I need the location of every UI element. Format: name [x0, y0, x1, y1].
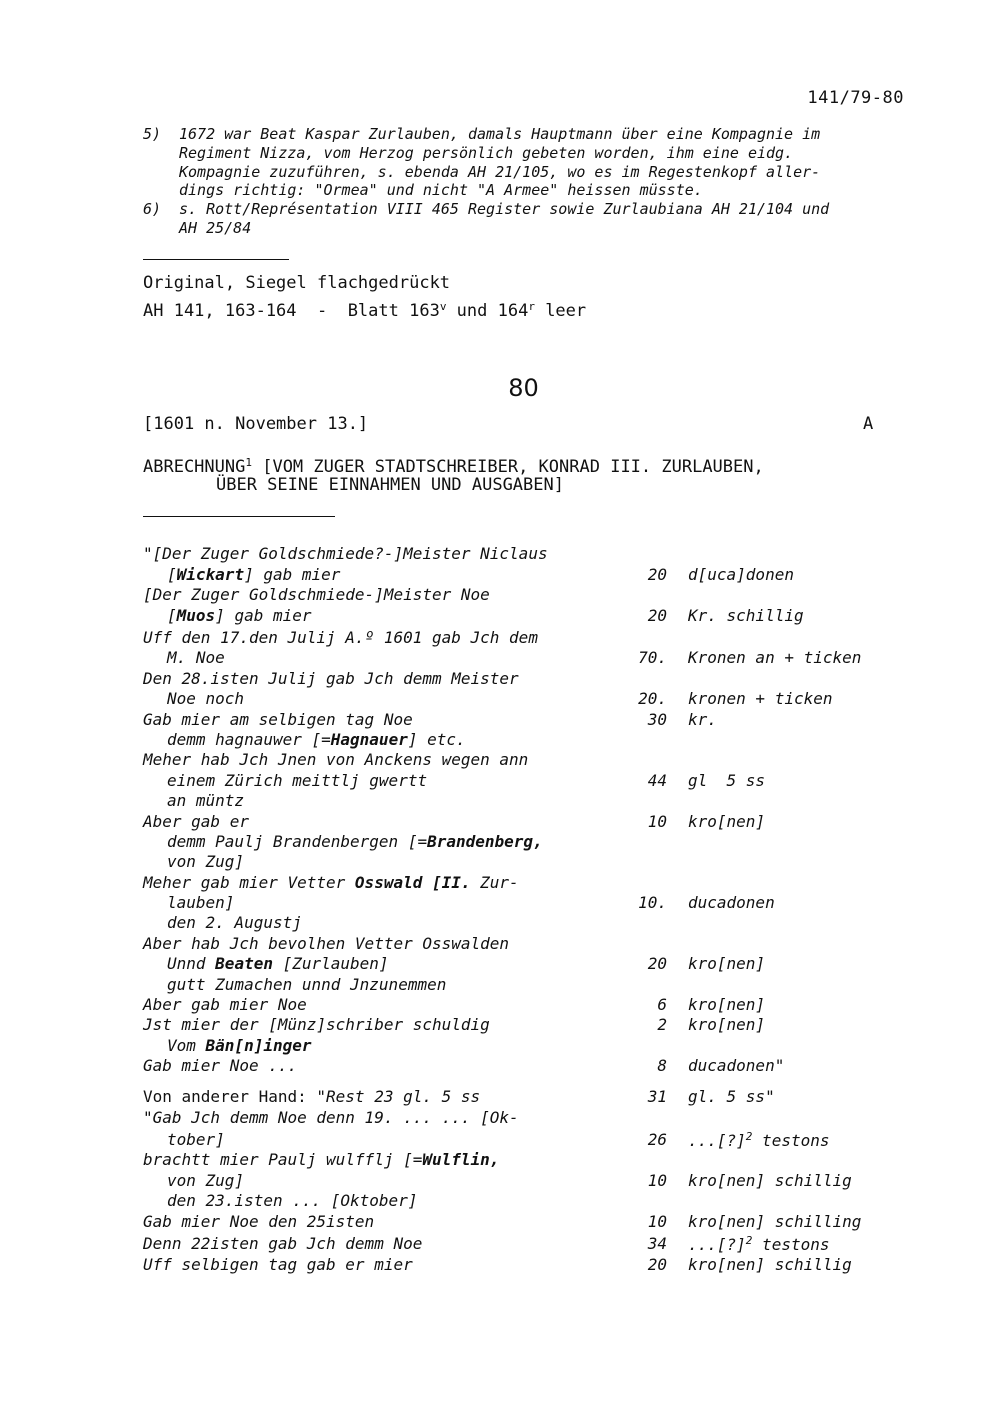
- entry-text: Uff den 17.den Julij A.º 1601 gab Jch dem: [143, 628, 538, 647]
- entry-text: M. Noe: [167, 648, 225, 667]
- ledger-row: [0, 1191, 1000, 1211]
- ledger-row: [0, 689, 1000, 709]
- ledger-row: [0, 832, 1000, 852]
- superscript-verso: v: [439, 300, 447, 313]
- entry-text: gutt Zumachen unnd Jnzunemmen: [167, 975, 447, 994]
- ledger-row: [0, 954, 1000, 974]
- ledger-row: [0, 730, 1000, 750]
- entry-amount: 20: [647, 565, 667, 584]
- ledger-row: [0, 1108, 1000, 1128]
- entry-text: Meher gab mier Vetter Osswald [II. Zur-: [143, 873, 519, 892]
- entry-amount: 31: [647, 1087, 667, 1106]
- entry-text: tober]: [167, 1130, 225, 1149]
- ledger-row: [0, 1212, 1000, 1232]
- entry-amount: 10.: [638, 893, 667, 912]
- entry-text: den 23.isten ... [Oktober]: [167, 1191, 418, 1210]
- entry-unit: Kronen an + ticken: [688, 648, 862, 667]
- ledger-row: [0, 1056, 1000, 1076]
- title-text: ABRECHNUNG: [143, 457, 246, 477]
- entry-text: Uff selbigen tag gab er mier: [143, 1255, 413, 1274]
- ledger-row: [0, 1015, 1000, 1035]
- entry-name: Wickart: [176, 565, 245, 584]
- entry-unit: ...[?]$^2$ testons: [688, 1130, 830, 1150]
- entry-text: Unnd Beaten [Zurlauben]: [167, 954, 389, 973]
- ledger-row: [0, 873, 1000, 893]
- entry-text: Aber hab Jch bevolhen Vetter Osswalden: [143, 934, 510, 953]
- entry-unit: ducadonen: [688, 893, 775, 912]
- ledger-row: [0, 893, 1000, 913]
- original-note-text: und 164: [446, 301, 529, 321]
- entry-amount: 2: [657, 1015, 667, 1034]
- entry-name: Hagnauer: [330, 730, 408, 749]
- ledger-row: [0, 544, 1000, 564]
- entry-unit: ...[?]$^2$ testons: [688, 1234, 830, 1254]
- entry-name: Wulflin,: [422, 1150, 500, 1169]
- footnote-line: dings richtig: "Ormea" und nicht "A Armee" heissen müsste.: [179, 181, 703, 199]
- document-title-line2: ÜBER SEINE EINNAHMEN UND AUSGABEN]: [216, 475, 564, 495]
- entry-unit: kr.: [688, 710, 717, 729]
- title-divider: [143, 516, 335, 517]
- entry-unit: kro[nen] schillig: [688, 1255, 852, 1274]
- footnote-line: AH 25/84: [179, 219, 252, 237]
- entry-amount: 10: [647, 812, 667, 831]
- entry-text: "[Der Zuger Goldschmiede?-]Meister Niclaus: [143, 544, 548, 563]
- entry-amount: 10: [647, 1212, 667, 1231]
- entry-amount: 34: [647, 1234, 667, 1253]
- entry-text: Vom Bän[n]inger: [167, 1036, 312, 1055]
- entry-text: einem Zürich meittlj gwertt: [167, 771, 428, 790]
- ledger-row: [0, 710, 1000, 730]
- ledger-row: [0, 1036, 1000, 1056]
- entry-unit: kro[nen]: [688, 812, 766, 831]
- entry-unit: kro[nen]: [688, 954, 766, 973]
- entry-unit: d[uca]donen: [688, 565, 794, 584]
- entry-unit: kro[nen]: [688, 1015, 766, 1034]
- entry-amount: 20.: [638, 689, 667, 708]
- ledger-row: [0, 648, 1000, 668]
- entry-text: [Wickart] gab mier: [167, 565, 341, 584]
- entry-name: Bän[n]inger: [205, 1036, 312, 1055]
- entry-unit: kro[nen] schilling: [688, 1212, 862, 1231]
- entry-text: Noe noch: [167, 689, 245, 708]
- entry-text: demm hagnauwer [=Hagnauer] etc.: [167, 730, 466, 749]
- entry-amount: 30: [647, 710, 667, 729]
- footnote-divider: [143, 259, 289, 260]
- entry-amount: 20: [647, 606, 667, 625]
- title-footnote-ref: 1: [245, 456, 252, 469]
- entry-amount: 6: [657, 995, 667, 1014]
- original-note-line: [143, 295, 586, 323]
- footnote-ref: 2: [745, 1130, 753, 1143]
- footnote-number: 6): [143, 200, 162, 218]
- entry-text: [Der Zuger Goldschmiede-]Meister Noe: [143, 585, 490, 604]
- superscript-recto: r: [528, 300, 535, 313]
- entry-name: Muos: [176, 606, 216, 625]
- entry-text: [Muos] gab mier: [167, 606, 312, 625]
- entry-unit: kronen + ticken: [688, 689, 833, 708]
- ledger-row: [0, 913, 1000, 933]
- ledger-row: [0, 771, 1000, 791]
- entry-text: demm Paulj Brandenbergen [=Brandenberg,: [167, 832, 543, 851]
- entry-unit: ducadonen": [688, 1056, 785, 1075]
- footnote-line: s. Rott/Représentation VIII 465 Register sowie Zurlaubiana AH 21/104 und: [179, 200, 830, 218]
- original-note-text: AH 141, 163-164 - Blatt 163: [143, 301, 440, 321]
- ledger-row: [0, 995, 1000, 1015]
- entry-text: Von anderer Hand: "Rest 23 gl. 5 ss: [143, 1087, 481, 1106]
- entry-unit: kro[nen] schillig: [688, 1171, 852, 1190]
- footnote-line: Regiment Nizza, vom Herzog persönlich gebeten worden, ihm eine eidg.: [179, 144, 794, 162]
- entry-amount: 8: [657, 1056, 667, 1075]
- ledger-row: [0, 1255, 1000, 1275]
- entry-text: Gab mier am selbigen tag Noe: [143, 710, 413, 729]
- entry-amount: 20: [647, 954, 667, 973]
- ledger-row: [0, 934, 1000, 954]
- page-number: 141/79-80: [807, 88, 904, 108]
- ledger-row: [0, 852, 1000, 872]
- footnote-line: Kompagnie zuzuführen, s. ebenda AH 21/105, wo es im Regestenkopf aller-: [179, 163, 821, 181]
- entry-text: brachtt mier Paulj wulfflj [=Wulflin,: [143, 1150, 500, 1169]
- ledger-row: [0, 750, 1000, 770]
- entry-text: lauben]: [167, 893, 235, 912]
- entry-text: Aber gab er: [143, 812, 249, 831]
- ledger-row: [0, 975, 1000, 995]
- ledger-row: [0, 628, 1000, 648]
- document-letter: A: [863, 414, 874, 434]
- entry-unit: gl 5 ss: [688, 771, 766, 790]
- entry-text: den 2. Augustj: [167, 913, 302, 932]
- ledger-row: [0, 1234, 1000, 1254]
- entry-amount: 70.: [638, 648, 667, 667]
- entry-unit: kro[nen]: [688, 995, 766, 1014]
- ledger-row: [0, 1150, 1000, 1170]
- entry-unit: gl. 5 ss": [688, 1087, 775, 1106]
- ledger-row: [0, 812, 1000, 832]
- ledger-row: [0, 565, 1000, 585]
- document-date: [1601 n. November 13.]: [143, 414, 369, 434]
- entry-name: Brandenberg,: [427, 832, 543, 851]
- entry-text: von Zug]: [167, 852, 245, 871]
- entry-amount: 20: [647, 1255, 667, 1274]
- entry-name: Beaten: [215, 954, 273, 973]
- entry-unit: Kr. schillig: [688, 606, 804, 625]
- document-number: 80: [508, 374, 539, 402]
- footnote-line: 1672 war Beat Kaspar Zurlauben, damals Hauptmann über eine Kompagnie im: [179, 125, 821, 143]
- ledger-row: [0, 669, 1000, 689]
- title-text: [VOM ZUGER STADTSCHREIBER, KONRAD III. ZURLAUBEN,: [251, 457, 764, 477]
- entry-text: Den 28.isten Julij gab Jch demm Meister: [143, 669, 519, 688]
- ledger-row: [0, 1130, 1000, 1150]
- ledger-row: [0, 1087, 1000, 1107]
- footnote-ref: 2: [745, 1234, 753, 1247]
- entry-text: von Zug]: [167, 1171, 245, 1190]
- entry-text: Denn 22isten gab Jch demm Noe: [143, 1234, 423, 1253]
- entry-text: Gab mier Noe den 25isten: [143, 1212, 375, 1231]
- entry-text: Meher hab Jch Jnen von Anckens wegen ann: [143, 750, 529, 769]
- entry-amount: 44: [647, 771, 667, 790]
- entry-text: an müntz: [167, 791, 245, 810]
- ledger-row: [0, 1171, 1000, 1191]
- ledger-row: [0, 585, 1000, 605]
- ledger-row: [0, 791, 1000, 811]
- entry-text: Aber gab mier Noe: [143, 995, 307, 1014]
- footnote-number: 5): [143, 125, 162, 143]
- entry-name: Osswald [II.: [354, 873, 471, 892]
- entry-text: "Gab Jch demm Noe denn 19. ... ... [Ok-: [143, 1108, 519, 1127]
- entry-text: Gab mier Noe ...: [143, 1056, 298, 1075]
- original-note-text: leer: [534, 301, 587, 321]
- original-note-line: Original, Siegel flachgedrückt: [143, 273, 451, 293]
- entry-amount: 10: [647, 1171, 667, 1190]
- entry-text: Jst mier der [Münz]schriber schuldig: [143, 1015, 490, 1034]
- entry-amount: 26: [647, 1130, 667, 1149]
- ledger-row: [0, 606, 1000, 626]
